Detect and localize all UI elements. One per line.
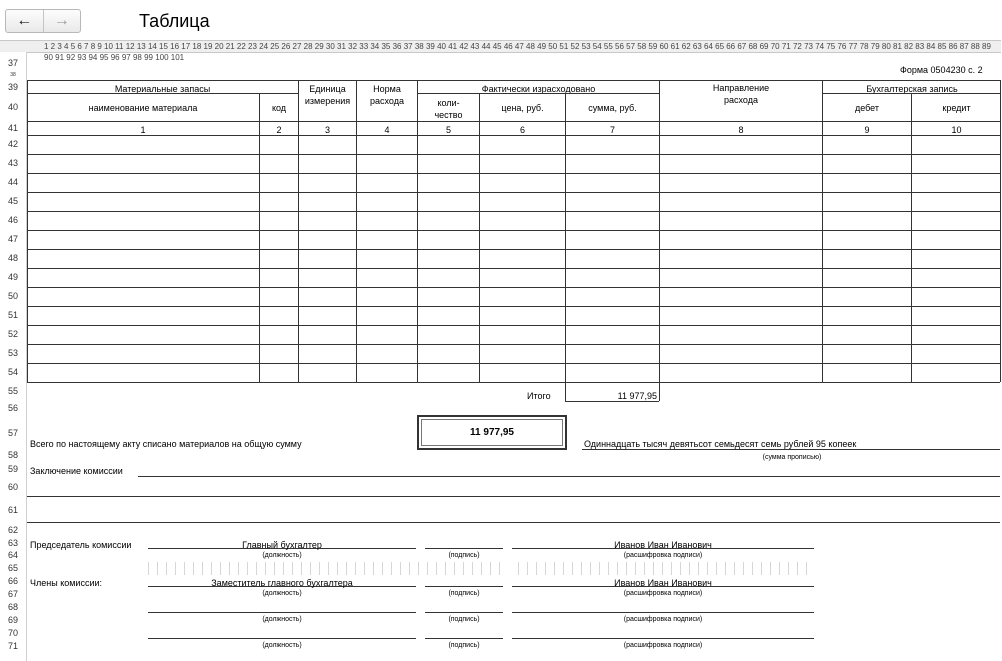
caption-decoding: (расшифровка подписи) [623,616,703,623]
grid-line [425,548,503,549]
grid-line [27,325,1000,326]
members-label: Члены комиссии: [30,578,103,588]
grid-line [138,476,1000,477]
header-direction: Направление расхода [712,83,770,105]
header-price: цена, руб. [501,103,544,113]
grid-line [27,306,1000,307]
grid-line [27,80,28,382]
row-number: 68 [7,602,18,612]
row-number: 42 [7,139,18,149]
column-header-labels: 1 2 3 4 5 6 7 8 9 10 11 12 13 14 15 16 17 18 19 20 21 22 23 24 25 26 27 28 29 30 31 32 33 34 35 36 37 38 39 40 41 42 43 44 45 46 47 48 49 50 51 52 53 54 55 56 57 58 59 60 61 62 63 64 65 66 67 68 69 70 71 72 73 74 75 76 77 78 79 80 81 82 83 84 85 86 87 88 89 90 91 92 93 94 95 96 97 98 99 100 101 [44,42,991,62]
header-actual: Фактически израсходовано [481,84,596,94]
row-number: 38 [10,72,16,78]
colnum: 8 [738,125,744,135]
header-sum: сумма, руб. [588,103,637,113]
colnum: 4 [384,125,390,135]
colnum: 9 [864,125,870,135]
row-number: 50 [7,291,18,301]
row-number: 37 [7,58,18,68]
header-accounting: Бухгалтерская запись [866,84,958,94]
chairman-position[interactable]: Главный бухгалтер [242,540,322,550]
row-number: 51 [7,310,18,320]
grid-line [1000,80,1001,382]
grid-line [298,80,299,382]
header-unit: Единица измерения [304,84,351,106]
grid-line [27,287,1000,288]
grid-line [27,344,1000,345]
grid-line [659,80,660,382]
row-number: 44 [7,177,18,187]
total-label: Итого [527,391,551,401]
row-number: 47 [7,234,18,244]
grid-line [417,80,418,382]
grid-line [27,382,1000,383]
row-number: 45 [7,196,18,206]
caption-signature: (подпись) [448,552,480,559]
grid-line [512,612,814,613]
header-norm: Норма расхода [370,84,404,106]
colnum: 6 [519,125,525,135]
caption-position: (должность) [262,642,302,649]
caption-decoding: (расшифровка подписи) [623,552,703,559]
header-qty: коли- чество [434,98,463,120]
grid-line [417,93,659,94]
row-number: 43 [7,158,18,168]
header-code: код [271,103,287,113]
total-value[interactable]: 11 977,95 [617,391,657,401]
amount-in-words[interactable]: Одиннадцать тысяч девятьсот семьдесят семь рублей 95 копеек [584,439,857,449]
row-number: 63 [7,538,18,548]
form-code: Форма 0504230 с. 2 [900,65,983,75]
grid-line [148,638,416,639]
caption-position: (должность) [262,590,302,597]
row-number: 57 [7,428,18,438]
total-amount: 11 977,95 [421,419,563,446]
row-number: 66 [7,576,18,586]
summary-label: Всего по настоящему акту списано материалов на общую сумму [30,439,302,449]
caption-position: (должность) [262,552,302,559]
row-number: 56 [7,403,18,413]
navigation-group [5,9,81,33]
grid-line [479,93,480,382]
row-number: 69 [7,615,18,625]
window-title: Таблица [139,11,210,31]
row-header[interactable] [0,52,27,661]
row-number: 46 [7,215,18,225]
grid-line [565,93,566,382]
header-credit: кредит [942,103,971,113]
colnum: 2 [276,125,282,135]
grid-line [425,638,503,639]
header-debit: дебет [854,103,880,113]
grid-line [27,268,1000,269]
row-number: 67 [7,589,18,599]
caption-signature: (подпись) [448,642,480,649]
grid-line [259,93,260,382]
column-header[interactable] [0,40,1001,62]
row-number: 64 [7,550,18,560]
row-number: 60 [7,482,18,492]
back-arrow-icon[interactable]: ← [16,12,33,29]
empty-cells [148,562,504,575]
grid-line [27,522,1000,523]
grid-line [27,121,1000,122]
row-number: 53 [7,348,18,358]
grid-line [911,93,912,382]
colnum: 1 [140,125,146,135]
row-number: 48 [7,253,18,263]
grid-line [148,612,416,613]
grid-line [27,154,1000,155]
grid-line [582,449,1000,450]
grid-line [27,192,1000,193]
row-number: 41 [7,123,18,133]
caption-signature: (подпись) [448,616,480,623]
colnum: 10 [951,125,962,135]
grid-line [659,382,660,401]
colnum: 7 [609,125,615,135]
conclusion-label: Заключение комиссии [30,466,123,476]
chairman-label: Председатель комиссии [30,540,132,550]
caption-decoding: (расшифровка подписи) [623,590,703,597]
grid-line [27,496,1000,497]
grid-line [425,586,503,587]
row-number: 40 [7,102,18,112]
grid-line [27,135,1000,136]
grid-line [27,93,298,94]
row-number: 61 [7,505,18,515]
colnum: 5 [445,125,451,135]
grid-line [27,80,1000,81]
row-number: 39 [7,82,18,92]
chairman-name[interactable]: Иванов Иван Иванович [614,540,712,550]
grid-line [27,230,1000,231]
amount-words-caption: (сумма прописью) [762,454,822,461]
grid-line [27,363,1000,364]
caption-decoding: (расшифровка подписи) [623,642,703,649]
grid-line [27,249,1000,250]
member-name[interactable]: Иванов Иван Иванович [614,578,712,588]
row-number: 70 [7,628,18,638]
grid-line [512,638,814,639]
empty-cells [518,562,814,575]
grid-line [27,211,1000,212]
grid-line [27,173,1000,174]
grid-line [822,80,823,382]
caption-signature: (подпись) [448,590,480,597]
window-toolbar [0,0,1001,40]
row-number: 52 [7,329,18,339]
member-position[interactable]: Заместитель главного бухгалтера [211,578,353,588]
header-materials: Материальные запасы [114,84,211,94]
row-number: 62 [7,525,18,535]
row-number: 49 [7,272,18,282]
row-number: 55 [7,386,18,396]
grid-line [565,401,659,402]
row-number: 71 [7,641,18,651]
grid-line [425,612,503,613]
row-number: 58 [7,450,18,460]
header-material-name: наименование материала [88,103,198,113]
colnum: 3 [324,125,330,135]
grid-line [356,80,357,382]
row-number: 54 [7,367,18,377]
row-number: 59 [7,464,18,474]
caption-position: (должность) [262,616,302,623]
total-amount-box[interactable] [417,415,567,450]
row-number: 65 [7,563,18,573]
forward-arrow-icon[interactable]: → [43,10,81,32]
